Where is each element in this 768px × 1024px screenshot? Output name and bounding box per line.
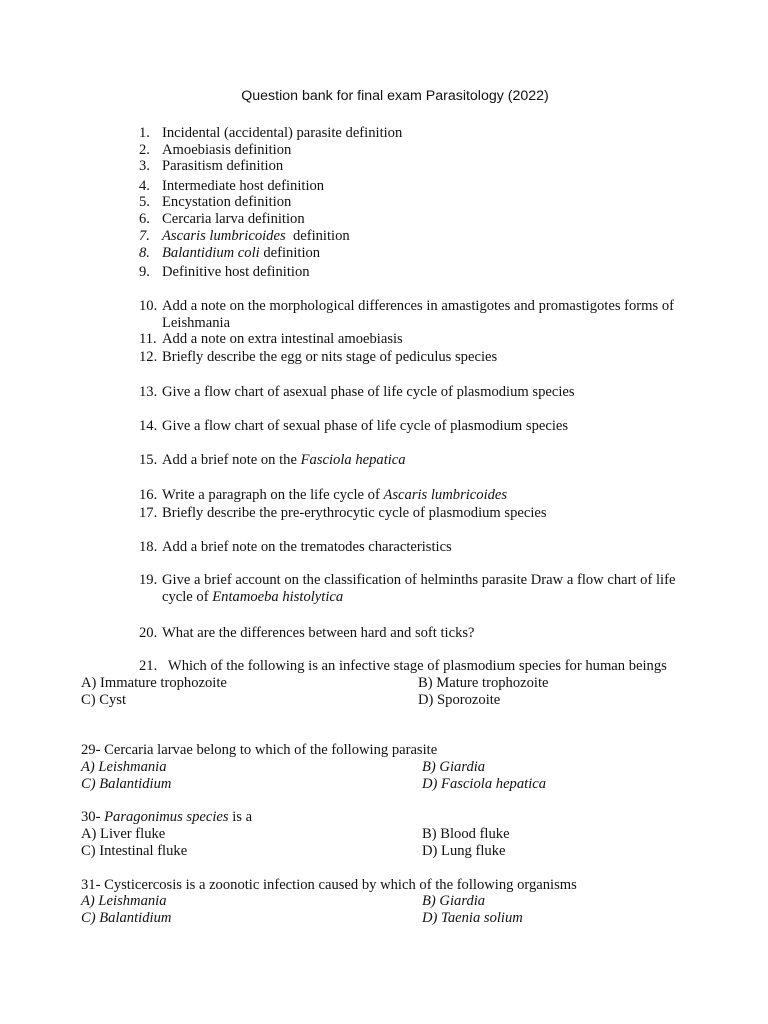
question-text: Give a flow chart of asexual phase of life cycle of plasmodium species [162,384,575,400]
question-number: 18. [139,539,158,555]
question-number: 1. [139,125,150,141]
mcq-option: B) Giardia [422,759,486,775]
question-number: 2. [139,142,150,158]
question-number: 8. [139,245,150,261]
question-number: 15. [139,452,158,468]
mcq-option: C) Balantidium [81,910,172,926]
question-prefix: cycle of [162,589,213,605]
question-prefix: Add a brief note on the [162,452,301,468]
question-number: 19. [139,572,158,588]
document-title: Question bank for final exam Parasitology (2022) [241,88,549,104]
question-text: Leishmania [162,315,231,331]
question-prefix: 30- [81,809,105,825]
question-text: Parasitism definition [162,158,284,174]
question-number: 6. [139,211,150,227]
question-text: Incidental (accidental) parasite definition [162,125,403,141]
organism-name: Balantidium coli [162,245,260,261]
question-text: Add a note on extra intestinal amoebiasis [162,331,403,347]
question-number: 14. [139,418,158,434]
organism-name: Fasciola hepatica [300,452,406,468]
question-text: Amoebiasis definition [162,142,292,158]
mcq-question [81,809,252,826]
mcq-option: D) Taenia solium [422,910,523,926]
question-number: 4. [139,178,150,194]
mcq-option: A) Leishmania [81,893,167,909]
question-text: What are the differences between hard and soft ticks? [162,625,475,641]
question-prefix: Write a paragraph on the life cycle of [162,487,384,503]
question-number: 9. [139,264,150,280]
question-text: Briefly describe the egg or nits stage of pediculus species [162,349,498,365]
question-text: Encystation definition [162,194,292,210]
mcq-option: B) Blood fluke [422,826,510,842]
question-text: Add a brief note on the trematodes characteristics [162,539,452,555]
mcq-option: D) Fasciola hepatica [422,776,547,792]
mcq-option: A) Leishmania [81,759,167,775]
organism-name: Paragonimus species [104,809,229,825]
mcq-question: 21. Which of the following is an infective stage of plasmodium species for human beings [139,658,667,674]
question-number: 7. [139,228,150,244]
question-suffix: is a [228,809,253,825]
question-text: Definitive host definition [162,264,310,280]
question-text [162,487,507,504]
question-text: Briefly describe the pre-erythrocytic cycle of plasmodium species [162,505,547,521]
question-text [162,452,406,469]
question-text [162,589,343,606]
organism-name: Ascaris lumbricoides [162,228,286,244]
question-suffix: definition [285,228,350,244]
question-text: Add a note on the morphological differences in amastigotes and promastigotes forms of [162,298,675,314]
question-text: Intermediate host definition [162,178,325,194]
mcq-option: A) Immature trophozoite [81,675,227,691]
mcq-option: A) Liver fluke [81,826,166,842]
mcq-option: C) Balantidium [81,776,172,792]
organism-name: Entamoeba histolytica [212,589,344,605]
mcq-option: C) Cyst [81,692,127,708]
mcq-option: C) Intestinal fluke [81,843,188,859]
mcq-option: D) Sporozoite [418,692,501,708]
question-number: 5. [139,194,150,210]
question-number: 13. [139,384,158,400]
mcq-question: 29- Cercaria larvae belong to which of the following parasite [81,742,438,758]
question-number: 10. [139,298,158,314]
question-number: 12. [139,349,158,365]
question-number: 11. [139,331,157,347]
question-number: 16. [139,487,158,503]
mcq-option: D) Lung fluke [422,843,506,859]
question-text: Give a flow chart of sexual phase of life cycle of plasmodium species [162,418,569,434]
question-suffix: definition [259,245,321,261]
question-text [162,228,350,245]
question-number: 3. [139,158,150,174]
organism-name: Ascaris lumbricoides [383,487,508,503]
mcq-option: B) Giardia [422,893,486,909]
mcq-option: B) Mature trophozoite [418,675,549,691]
question-text [162,245,320,262]
question-number: 20. [139,625,158,641]
question-number: 17. [139,505,158,521]
question-text: Give a brief account on the classification of helminths parasite Draw a flow chart of life [162,572,676,588]
mcq-question: 31- Cysticercosis is a zoonotic infection caused by which of the following organisms [81,877,577,893]
question-text: Cercaria larva definition [162,211,305,227]
